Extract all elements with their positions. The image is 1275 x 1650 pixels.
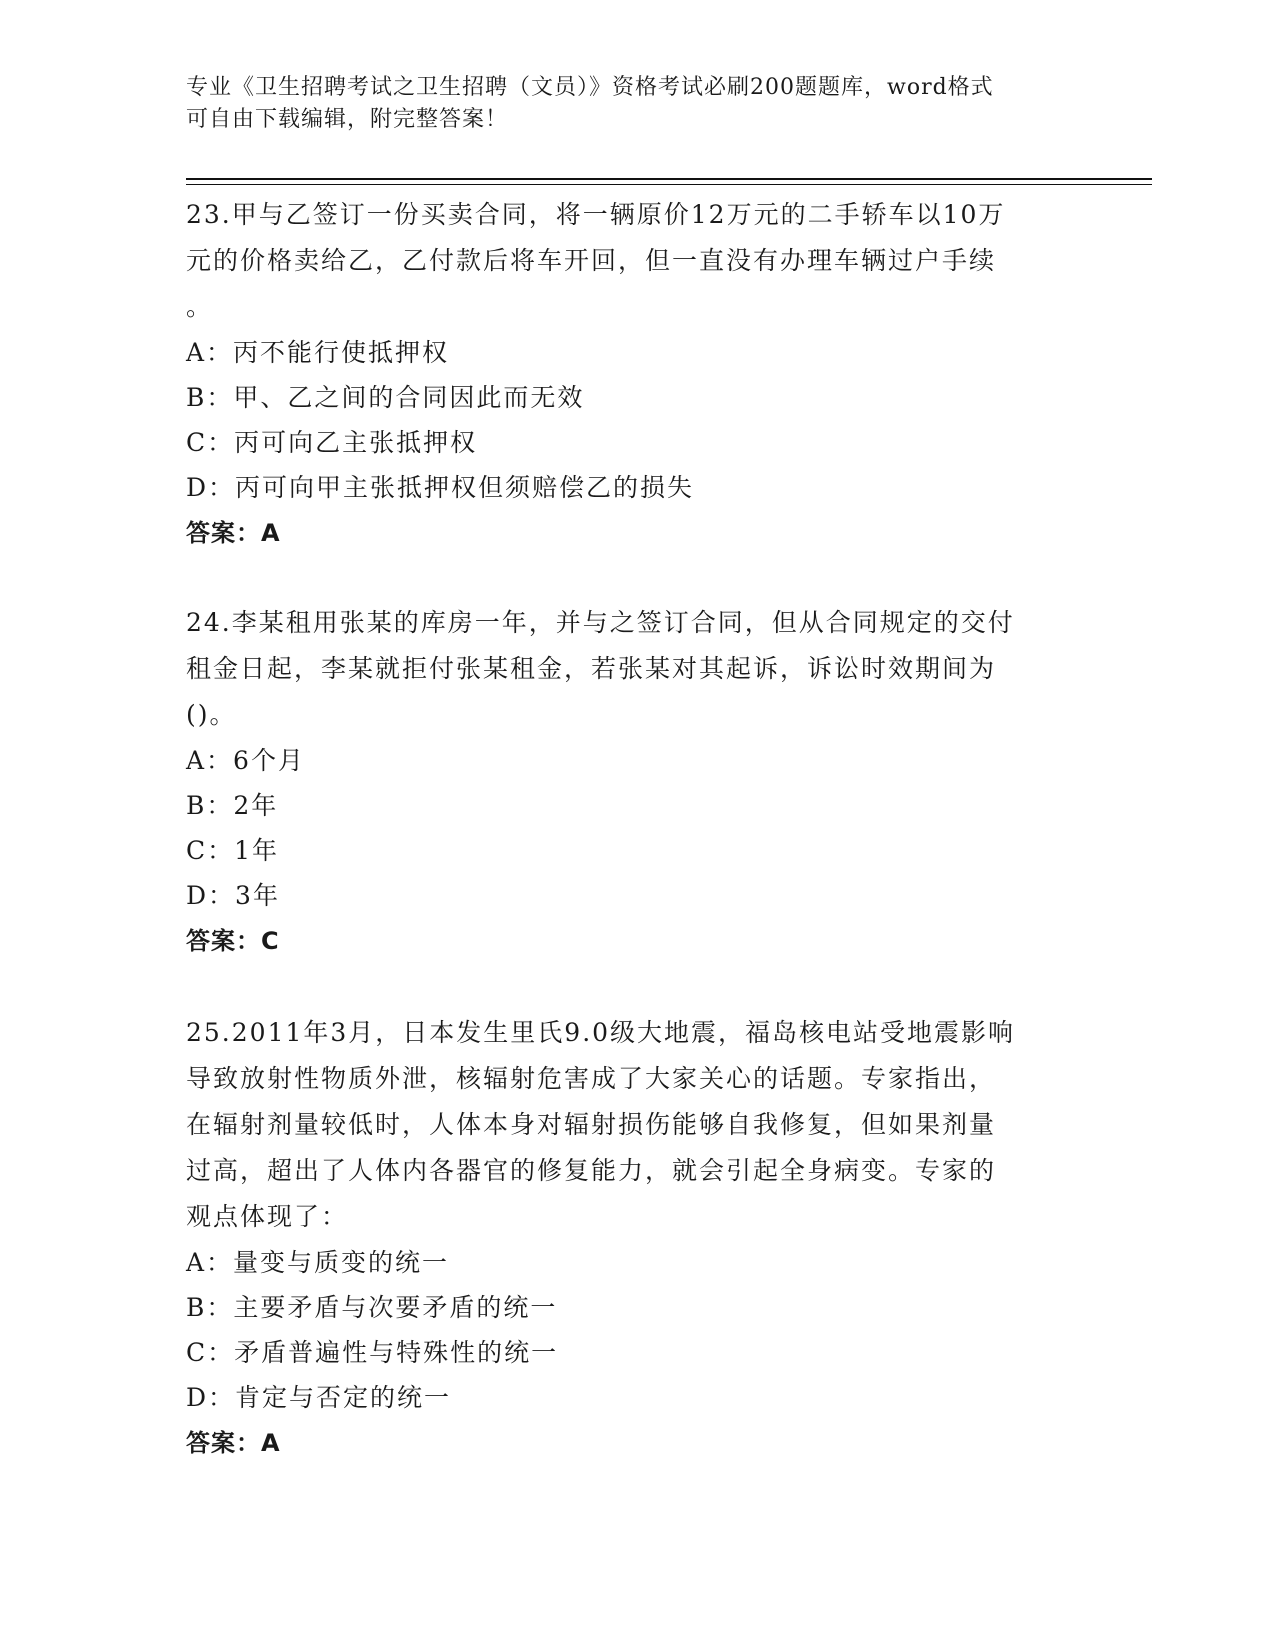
question-23 [186, 192, 1086, 556]
question-24 [186, 600, 1086, 964]
question-text-line: 24.李某租用张某的库房一年，并与之签订合同，但从合同规定的交付 [186, 608, 1015, 637]
question-text-line: 元的价格卖给乙，乙付款后将车开回，但一直没有办理车辆过户手续 [186, 246, 997, 275]
option-d: D：3年 [186, 881, 280, 910]
option-c: C：矛盾普遍性与特殊性的统一 [186, 1338, 559, 1367]
option-b: B：甲、乙之间的合同因此而无效 [186, 383, 585, 412]
header-line-2: 可自由下载编辑，附完整答案！ [186, 107, 509, 132]
option-c: C：丙可向乙主张抵押权 [186, 428, 478, 457]
option-a: A：丙不能行使抵押权 [186, 338, 450, 367]
question-text-line: 。 [186, 292, 214, 321]
question-text-line: 观点体现了： [186, 1202, 349, 1231]
option-a: A：量变与质变的统一 [186, 1248, 450, 1277]
question-spacer [186, 964, 1086, 1010]
question-text-line: 在辐射剂量较低时，人体本身对辐射损伤能够自我修复，但如果剂量 [186, 1110, 997, 1139]
option-b: B：主要矛盾与次要矛盾的统一 [186, 1293, 558, 1322]
option-b: B：2年 [186, 791, 279, 820]
question-text-line: 导致放射性物质外泄，核辐射危害成了大家关心的话题。专家指出， [186, 1064, 997, 1093]
header-divider-thick [186, 178, 1152, 180]
option-c: C：1年 [186, 836, 280, 865]
answer-label: 答案：C [186, 927, 280, 955]
option-a: A：6个月 [186, 746, 305, 775]
document-header [186, 72, 1066, 136]
option-d: D：丙可向甲主张抵押权但须赔偿乙的损失 [186, 473, 695, 502]
option-d: D：肯定与否定的统一 [186, 1383, 452, 1412]
answer-label: 答案：A [186, 519, 281, 547]
question-text-line: 过高，超出了人体内各器官的修复能力，就会引起全身病变。专家的 [186, 1156, 997, 1185]
answer-label: 答案：A [186, 1429, 281, 1457]
question-text-line: 租金日起，李某就拒付张某租金，若张某对其起诉，诉讼时效期间为 [186, 654, 997, 683]
question-text-line: ()。 [186, 700, 237, 729]
question-list [186, 192, 1086, 1466]
header-line-1: 专业《卫生招聘考试之卫生招聘（文员）》资格考试必刷200题题库，word格式 [186, 75, 994, 100]
question-spacer [186, 556, 1086, 600]
question-text-line: 23.甲与乙签订一份买卖合同，将一辆原价12万元的二手轿车以10万 [186, 200, 1006, 229]
question-25 [186, 1010, 1086, 1466]
header-divider-thin [186, 184, 1152, 185]
question-text-line: 25.2011年3月，日本发生里氏9.0级大地震，福岛核电站受地震影响 [186, 1018, 1016, 1047]
